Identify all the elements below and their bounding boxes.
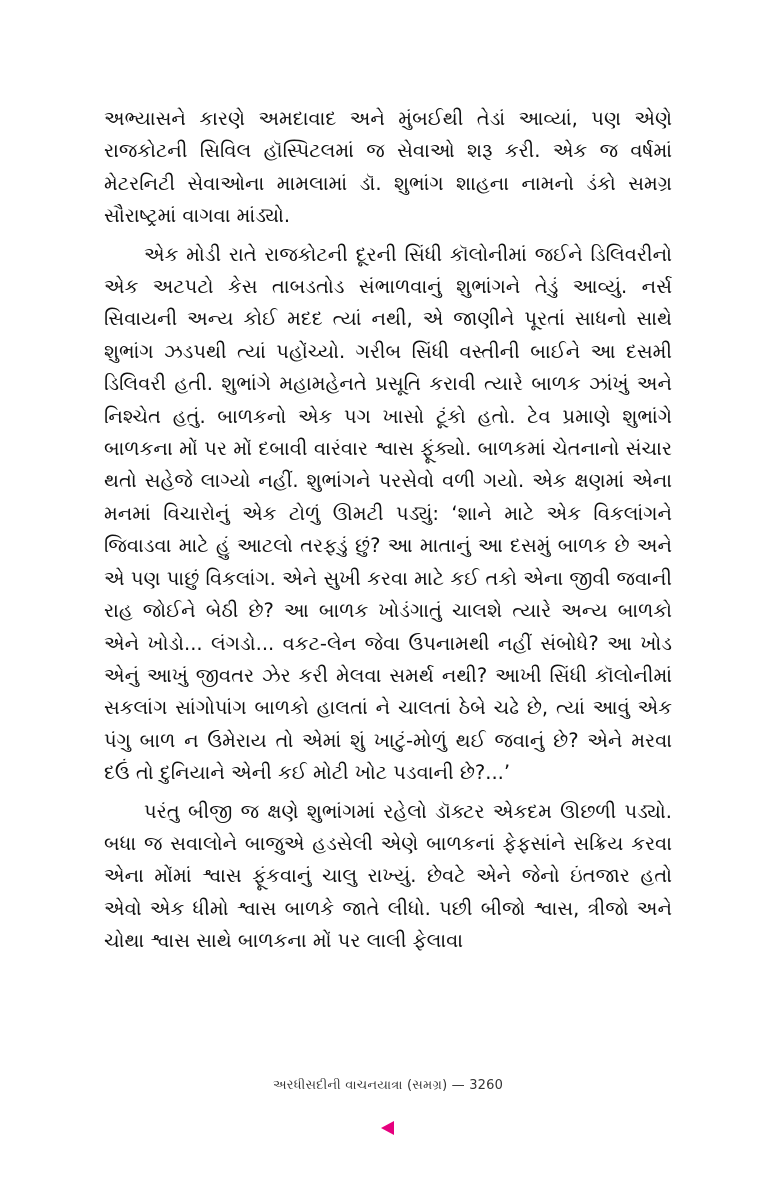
paragraph-1: અભ્યાસને કારણે અમદાવાદ અને મુંબઈથી તેડાં આવ્યાં, પણ એણે રાજકોટની સિવિલ હૉસ્પિટલમાં જ સેવાઓ શરૂ કરી. એક જ વર્ષમાં મેટરનિટી સેવાઓના મામલામાં ડૉ. શુભાંગ શાહના નામનો ડંકો સમગ્ર સૌરાષ્ટ્રમાં વાગવા માંડ્યો.	[104, 107, 672, 228]
previous-page-icon[interactable]	[381, 1121, 394, 1135]
body-text	[104, 103, 672, 958]
page-footer: અરધીસદીની વાચનયાત્રા (સમગ્ર) — 3260	[272, 1078, 504, 1093]
paragraph-2: એક મોડી રાતે રાજકોટની દૂરની સિંધી કૉલોનીમાં જઈને ડિલિવરીનો એક અટપટો કેસ તાબડતોડ સંભાળવાનું શુભાંગને તેડું આવ્યું. નર્સ સિવાયની અન્ય કોઈ મદદ ત્યાં નથી, એ જાણીને પૂરતાં સાધનો સાથે શુભાંગ ઝડપથી ત્યાં પહોંચ્યો. ગરીબ સિંધી વસ્તીની બાઈને આ દસમી ડિલિવરી હતી. શુભાંગે મહામહેનતે પ્રસૂતિ કરાવી ત્યારે બાળક ઝાંખું અને નિશ્ચેત હતું. બાળકનો એક પગ ખાસો ટૂંકો હતો. ટેવ પ્રમાણે શુભાંગે બાળકના મોં પર મોં દબાવી વારંવાર શ્વાસ ફૂંક્યો. બાળકમાં ચેતનાનો સંચાર થતો સહેજે લાગ્યો નહીં. શુભાંગને પરસેવો વળી ગયો. એક ક્ષણમાં એના મનમાં વિચારોનું એક ટોળું ઊમટી પડ્યું: ‘શાને માટે એક વિકલાંગને જિવાડવા માટે હું આટલો તરફડું છું? આ માતાનું આ દસમું બાળક છે અને એ પણ પાછું વિકલાંગ. એને સુખી કરવા માટે કઈ તકો એના જીવી જવાની રાહ જોઈને બેઠી છે? આ બાળક ખોડંગાતું ચાલશે ત્યારે અન્ય બાળકો એને ખોડો... લંગડો... વકટ-લેન જેવા ઉપનામથી નહીં સંબોધે? આ ખોડ એનું આખું જીવતર ઝેર કરી મેલવા સમર્થ નથી? આખી સિંધી કૉલોનીમાં સકલાંગ સાંગોપાંગ બાળકો હાલતાં ને ચાલતાં ઠેબે ચઢે છે, ત્યાં આવું એક પંગુ બાળ ન ઉમેરાય તો એમાં શું ખાટું-મોળું થઈ જવાનું છે? એને મરવા દઉં તો દુનિયાને એની કઈ મોટી ખોટ પડવાની છે?...’	[104, 242, 672, 785]
paragraph-3: પરંતુ બીજી જ ક્ષણે શુભાંગમાં રહેલો ડૉક્ટર એકદમ ઊછળી પડ્યો. બધા જ સવાલોને બાજુએ હડસેલી એણે બાળકનાં ફેફસાંને સક્રિય કરવા એના મોંમાં શ્વાસ ફૂંકવાનું ચાલુ રાખ્યું. છેવટે એને જેનો ઇંતજાર હતો એવો એક ધીમો શ્વાસ બાળકે જાતે લીધો. પછી બીજો શ્વાસ, ત્રીજો અને ચોથા શ્વાસ સાથે બાળકના મોં પર લાલી ફેલાવા	[104, 799, 672, 953]
